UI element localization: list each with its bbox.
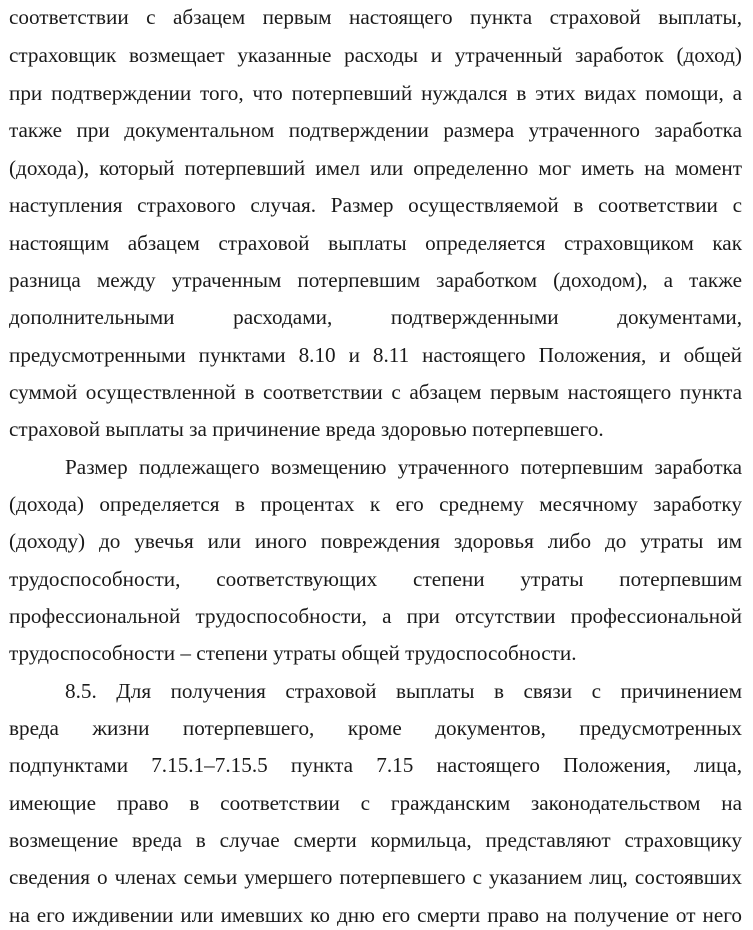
paragraph-start-line: Размер подлежащего возмещению утраченного потерпевшим заработка: [65, 455, 742, 479]
section-heading-line: 8.5. Для получения страховой выплаты в связи с причинением: [65, 679, 742, 703]
text-line: (дохода) определяется в процентах к его среднему месячному заработку: [9, 492, 742, 516]
text-line: настоящим абзацем страховой выплаты определяется страховщиком как: [9, 231, 742, 255]
text-line: при подтверждении того, что потерпевший нуждался в этих видах помощи, а: [9, 81, 742, 105]
text-line: вреда жизни потерпевшего, кроме документов, предусмотренных: [9, 716, 742, 740]
text-line: суммой осуществленной в соответствии с абзацем первым настоящего пункта: [9, 380, 742, 404]
paragraph-end-line: страховой выплаты за причинение вреда здоровью потерпевшего.: [9, 417, 604, 441]
text-line: возмещение вреда в случае смерти кормильца, представляют страховщику: [9, 828, 742, 852]
text-line: страховщик возмещает указанные расходы и утраченный заработок (доход): [9, 43, 742, 67]
text-line: подпунктами 7.15.1–7.15.5 пункта 7.15 настоящего Положения, лица,: [9, 753, 742, 777]
text-line: дополнительными расходами, подтвержденными документами,: [9, 305, 742, 329]
text-line: на его иждивении или имевших ко дню его смерти право на получение от него: [9, 903, 742, 927]
text-line: имеющие право в соответствии с гражданским законодательством на: [9, 791, 742, 815]
text-line: (доходу) до увечья или иного повреждения здоровья либо до утраты им: [9, 529, 742, 553]
text-line: также при документальном подтверждении размера утраченного заработка: [9, 118, 742, 142]
text-line: трудоспособности, соответствующих степени утраты потерпевшим: [9, 567, 742, 591]
text-line: предусмотренными пунктами 8.10 и 8.11 настоящего Положения, и общей: [9, 343, 742, 367]
text-line: сведения о членах семьи умершего потерпевшего с указанием лиц, состоявших: [9, 865, 742, 889]
text-line: профессиональной трудоспособности, а при отсутствии профессиональной: [9, 604, 742, 628]
text-line: соответствии с абзацем первым настоящего пункта страховой выплаты,: [9, 5, 742, 29]
text-line: наступления страхового случая. Размер осуществляемой в соответствии с: [9, 193, 742, 217]
paragraph-end-line: трудоспособности – степени утраты общей трудоспособности.: [9, 641, 577, 665]
text-line: разница между утраченным потерпевшим заработком (доходом), а также: [9, 268, 742, 292]
text-line: (дохода), который потерпевший имел или определенно мог иметь на момент: [9, 156, 742, 180]
